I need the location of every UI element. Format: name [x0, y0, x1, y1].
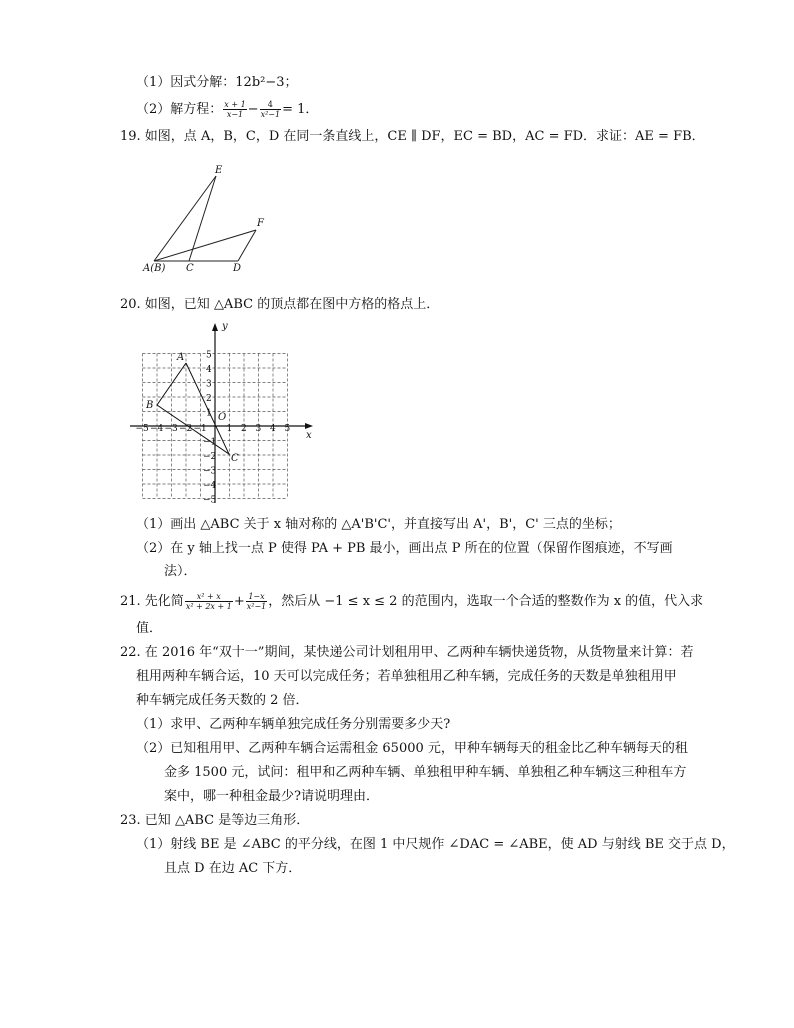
- q22-line2: 租用两种车辆合运，10 天可以完成任务；若单独租用乙种车辆，完成任务的天数是单独租用甲: [136, 669, 677, 684]
- q23-line1: 23. 已知 △ABC 是等边三角形．: [120, 813, 310, 828]
- q20-y-label: y: [222, 321, 228, 332]
- q23-part1-line1: （1）射线 BE 是 ∠ABC 的平分线，在图 1 中尺规作 ∠DAC = ∠ABE，使 AD 与射线 BE 交于点 D，: [136, 837, 735, 852]
- x-tick-label: −2: [179, 424, 193, 434]
- q19-label-d: D: [233, 263, 242, 274]
- q18-part2-tail: = 1．: [282, 102, 319, 117]
- q18-fraction-2: $\frac{4}{\text{x²−1}}$: [260, 100, 281, 119]
- y-tick-label: −2: [203, 452, 217, 462]
- y-tick-label: −1: [203, 437, 217, 448]
- q20-text: 20. 如图，已知 △ABC 的顶点都在图中方格的格点上．: [120, 297, 440, 312]
- y-tick-label: −3: [203, 466, 217, 477]
- q21-suffix: ，然后从 −1 ≤ x ≤ 2 的范围内，选取一个合适的整数作为 x 的值，代入求: [268, 594, 704, 609]
- y-tick-label: 1: [206, 408, 212, 419]
- q20-y-axis-arrow: [212, 323, 218, 331]
- y-tick-label: −4: [203, 481, 217, 491]
- q19-segment-ae: [154, 176, 216, 261]
- q20-origin-label: O: [218, 412, 227, 423]
- x-tick-label: 2: [241, 424, 247, 434]
- x-tick-label: 4: [270, 424, 276, 434]
- q19-label-ab: A(B): [143, 263, 166, 274]
- q19-figure: [140, 160, 280, 275]
- q19-text: 19. 如图，点 A，B，C，D 在同一条直线上，CE ∥ DF，EC = BD，AC = FD．求证：AE = FB．: [120, 129, 705, 144]
- q20-part1: （1）画出 △ABC 关于 x 轴对称的 △A'B'C'，并直接写出 A'，B'，C' 三点的坐标；: [136, 517, 621, 532]
- q18-part1: （1）因式分解：12b²−3；: [136, 75, 298, 90]
- y-tick-label: 3: [206, 379, 212, 390]
- y-tick-label: 4: [206, 365, 212, 375]
- q20-label-b: B: [146, 400, 154, 411]
- q18-part2: （2）解方程： $\frac{x + 1}{x-1}$ − $\frac{4}{\text{x²−1}}$ = 1．: [136, 100, 319, 119]
- q23-part1-line2: 且点 D 在边 AC 下方．: [164, 861, 302, 876]
- x-tick-label: 1: [226, 424, 233, 434]
- q20-grid-figure: [130, 320, 320, 505]
- x-tick-label: −4: [150, 424, 164, 434]
- y-tick-label: 2: [206, 394, 212, 404]
- q20-part2-line1: （2）在 y 轴上找一点 P 使得 PA + PB 最小，画出点 P 所在的位置（保留作图痕迹，不写画: [136, 541, 673, 556]
- q19-label-c: C: [186, 263, 194, 274]
- q22-part1: （1）求甲、乙两种车辆单独完成任务分别需要多少天?: [136, 717, 451, 732]
- q21-line2: 值．: [136, 621, 163, 636]
- q19-label-e: E: [215, 165, 223, 176]
- q20-x-axis-arrow: [305, 423, 313, 429]
- q22-part2-line2: 金多 1500 元，试问：租甲和乙两种车辆、单独租甲种车辆、单独租乙种车辆这三种租车方: [164, 765, 687, 780]
- y-tick-label: −5: [203, 495, 217, 505]
- q20-part2-line2: 法）．: [164, 564, 197, 579]
- x-tick-label: −5: [135, 424, 149, 434]
- q20-label-a: A: [177, 352, 185, 363]
- y-tick-label: 5: [206, 350, 212, 361]
- q21-fraction-2: $\frac{1-x}{\text{x²−1}}$: [246, 592, 267, 611]
- x-tick-label: −1: [193, 424, 207, 434]
- x-tick-label: 3: [255, 424, 262, 434]
- q21-prefix: 21. 先化简: [120, 594, 184, 609]
- q22-line3: 种车辆完成任务天数的 2 倍．: [136, 693, 309, 708]
- q18-fraction-1: $\frac{x + 1}{x-1}$: [224, 100, 246, 119]
- q19-label-f: F: [257, 218, 264, 229]
- x-tick-label: 5: [284, 424, 291, 434]
- q21-line1: 21. 先化简 $\frac{\text{x² + x}}{\text{x² + 2x + 1}}$ + $\frac{1-x}{\text{x²−1}}$ ，然后从 −1 ≤ x ≤ 2 的范围内，选取一个合适的整数作为 x 的值，代入求: [120, 592, 704, 611]
- q22-part2-line3: 案中，哪一种租金最少?请说明理由．: [164, 789, 379, 804]
- q18-part2-label: （2）解方程：: [136, 102, 223, 117]
- q22-line1: 22. 在 2016 年“双十一”期间，某快递公司计划租用甲、乙两种车辆快递货物，从货物量来计算：若: [120, 645, 694, 660]
- q20-x-label: x: [306, 430, 312, 441]
- q19-segment-ec: [189, 176, 216, 261]
- q22-part2-line1: （2）已知租用甲、乙两种车辆合运需租金 65000 元，甲种车辆每天的租金比乙种车辆每天的租: [136, 741, 688, 756]
- q20-label-c: C: [231, 453, 239, 464]
- q21-fraction-1: $\frac{\text{x² + x}}{\text{x² + 2x + 1}}$: [185, 592, 232, 611]
- x-tick-label: −3: [164, 424, 178, 434]
